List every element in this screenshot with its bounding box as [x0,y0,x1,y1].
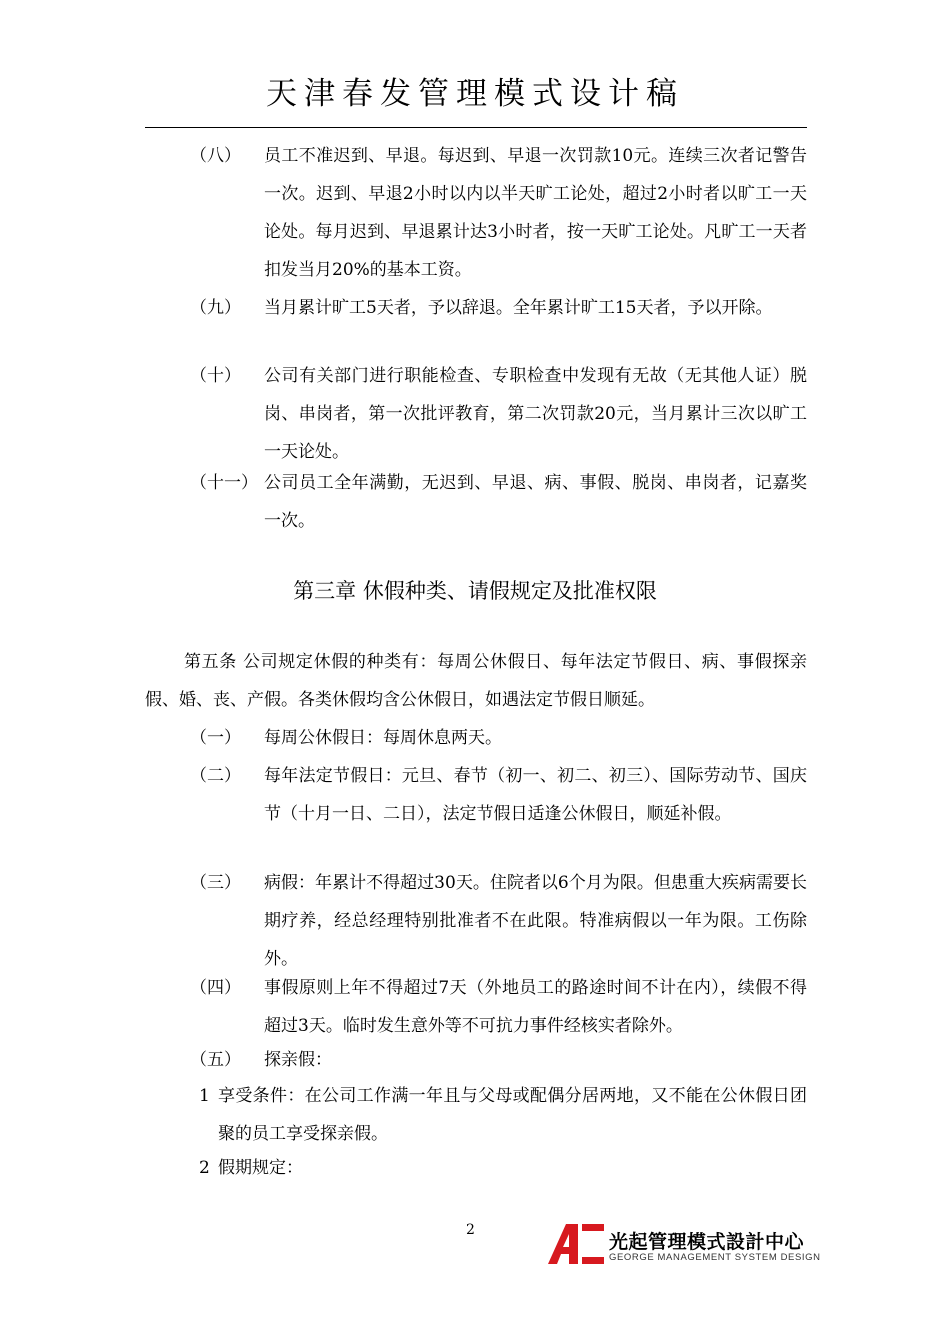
sub-item-1 [199,1077,807,1153]
list-item-text: 每周公休假日：每周休息两天。 [264,728,502,748]
logo-chinese-text: 光起管理模式設計中心 [609,1231,805,1253]
logo-english-text: GEORGE MANAGEMENT SYSTEM DESIGN [609,1252,821,1263]
list-item-text: 病假：年累计不得超过30天。住院者以6个月为限。但患重大疾病需要长期疗养，经总经理特别批准者不在此限。特准病假以一年为限。工伤除外。 [264,873,807,969]
leave-item-3 [190,864,807,978]
list-item-text: 公司员工全年满勤，无迟到、早退、病、事假、脱岗、串岗者，记嘉奖一次。 [264,473,807,531]
list-item-10 [190,357,807,471]
chapter-heading: 第三章 休假种类、请假规定及批准权限 [293,579,657,603]
list-item-number: （四） [190,978,241,998]
sub-item-number: 1 [199,1086,210,1106]
list-item-number: （十） [190,366,241,386]
sub-item-2 [199,1149,807,1187]
list-item-number: （一） [190,728,241,748]
header-divider [145,127,807,128]
list-item-text: 探亲假： [264,1050,332,1070]
leave-item-1 [190,719,807,757]
list-item-text: 员工不准迟到、早退。每迟到、早退一次罚款10元。连续三次者记警告一次。迟到、早退2小时以内以半天旷工论处，超过2小时者以旷工一天论处。每月迟到、早退累计达3小时者，按一天旷工论处。凡旷工一天者扣发当月20%的基本工资。 [264,146,807,280]
sub-item-number: 2 [199,1158,210,1178]
list-item-8 [190,137,807,289]
company-logo [548,1224,821,1268]
list-item-number: （十一） [190,473,258,493]
article-paragraph: 第五条 公司规定休假的种类有：每周公休假日、每年法定节假日、病、事假探亲假、婚、丧、产假。各类休假均含公休假日，如遇法定节假日顺延。 [145,652,807,710]
list-item-number: （八） [190,146,241,166]
list-item-text: 事假原则上年不得超过7天（外地员工的路途时间不计在内），续假不得超过3天。临时发生意外等不可抗力事件经核实者除外。 [264,978,807,1036]
list-item-number: （二） [190,766,241,786]
list-item-9 [190,289,807,327]
page-number: 2 [466,1222,475,1238]
document-header-title: 天津春发管理模式设计稿 [266,76,684,112]
list-item-text: 公司有关部门进行职能检查、专职检查中发现有无故（无其他人证）脱岗、串岗者，第一次批评教育，第二次罚款20元，当月累计三次以旷工一天论处。 [264,366,807,462]
list-item-text: 每年法定节假日：元旦、春节（初一、初二、初三）、国际劳动节、国庆节（十月一日、二日），法定节假日适逢公休假日，顺延补假。 [264,766,807,824]
list-item-11 [190,464,807,540]
list-item-number: （三） [190,873,241,893]
list-item-number: （九） [190,298,241,318]
leave-item-2 [190,757,807,833]
list-item-number: （五） [190,1050,241,1070]
logo-a-icon [548,1224,604,1264]
sub-item-text: 享受条件：在公司工作满一年且与父母或配偶分居两地，又不能在公休假日团聚的员工享受探亲假。 [218,1086,807,1144]
sub-item-text: 假期规定： [218,1158,303,1178]
leave-item-4 [190,969,807,1045]
list-item-text: 当月累计旷工5天者，予以辞退。全年累计旷工15天者，予以开除。 [264,298,773,318]
leave-item-5 [190,1041,807,1079]
